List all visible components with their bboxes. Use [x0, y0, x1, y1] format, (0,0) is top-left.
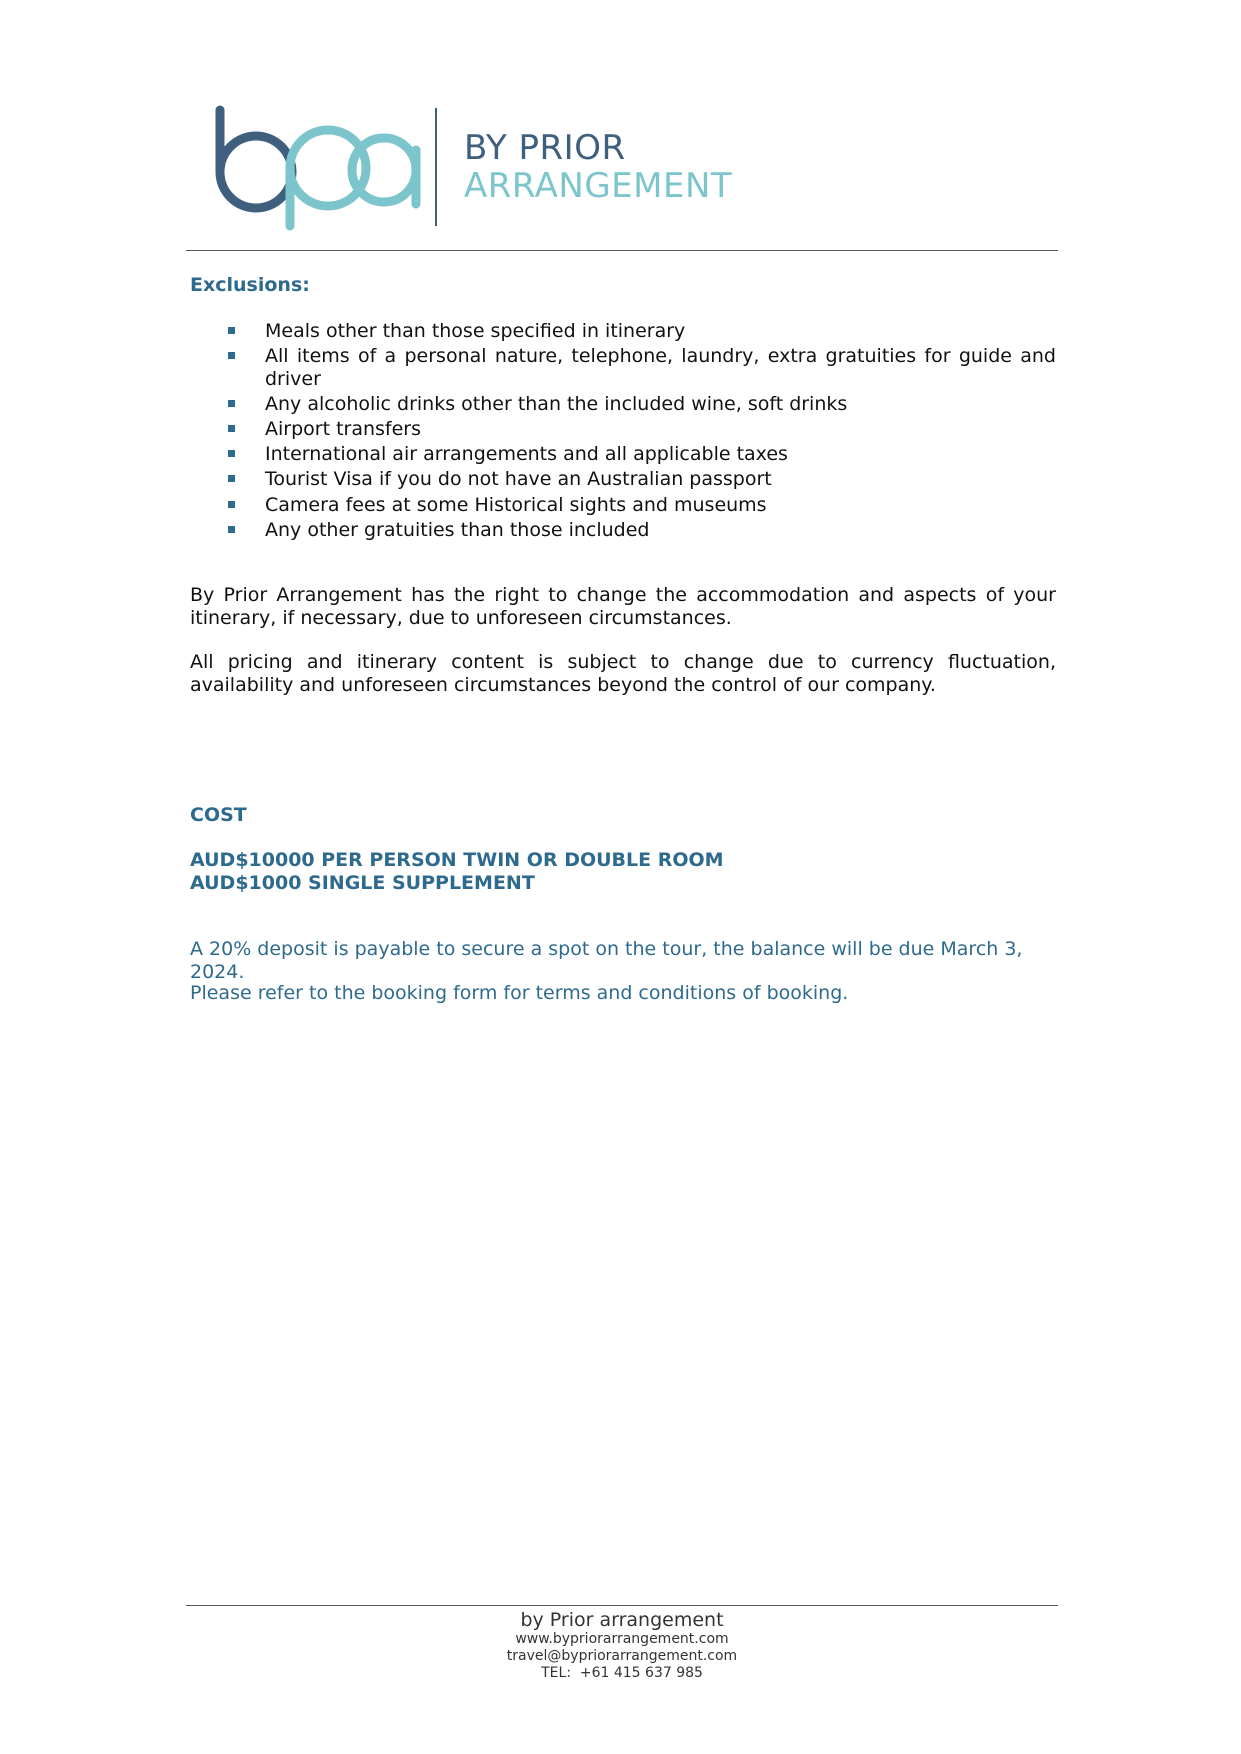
- list-item: Any alcoholic drinks other than the included wine, soft drinks: [190, 393, 1056, 416]
- twin-price: AUD$10000 PER PERSON TWIN OR DOUBLE ROOM: [190, 849, 724, 871]
- square-bullet-icon: [228, 501, 235, 508]
- pricing-paragraph: [190, 651, 1056, 696]
- logo-line-1: BY PRIOR: [464, 128, 626, 168]
- cost-lines: [190, 849, 1056, 894]
- cost-section: [190, 804, 1056, 826]
- square-bullet-icon: [228, 352, 235, 359]
- change-rights-paragraph: [190, 584, 1056, 629]
- square-bullet-icon: [228, 327, 235, 334]
- list-item: Airport transfers: [190, 418, 1056, 441]
- exclusions-heading: Exclusions:: [190, 274, 310, 296]
- square-bullet-icon: [228, 425, 235, 432]
- single-supplement: AUD$1000 SINGLE SUPPLEMENT: [190, 871, 535, 894]
- square-bullet-icon: [228, 400, 235, 407]
- footer-phone: TEL: +61 415 637 985: [541, 1665, 703, 1681]
- square-bullet-icon: [228, 475, 235, 482]
- square-bullet-icon: [228, 526, 235, 533]
- exclusions-section: [190, 274, 1056, 296]
- pricing-text: All pricing and itinerary content is subject to change due to currency fluctuation, availability and unforeseen circumstances beyond the control of our company.: [190, 651, 1056, 696]
- list-item: International air arrangements and all applicable taxes: [190, 443, 1056, 466]
- booking-note: [190, 982, 1056, 1005]
- footer-website: www.bypriorarrangement.com: [515, 1631, 729, 1647]
- logo-line-2: ARRANGEMENT: [464, 166, 733, 206]
- list-item: All items of a personal nature, telephone, laundry, extra gratuities for guide and driver: [190, 345, 1056, 390]
- booking-text: Please refer to the booking form for terms and conditions of booking.: [190, 982, 849, 1004]
- footer-divider: [186, 1605, 1058, 1606]
- square-bullet-icon: [228, 450, 235, 457]
- bpa-logo-mark: [210, 104, 450, 234]
- company-logo: [210, 104, 750, 234]
- cost-heading: COST: [190, 804, 247, 826]
- deposit-text: A 20% deposit is payable to secure a spot on the tour, the balance will be due March 3, 2024.: [190, 938, 1023, 983]
- exclusions-list-container: [190, 320, 1056, 544]
- exclusions-list: [190, 320, 1056, 541]
- list-item: Any other gratuities than those included: [190, 519, 1056, 542]
- header-divider: [186, 250, 1058, 251]
- list-item: Tourist Visa if you do not have an Australian passport: [190, 468, 1056, 491]
- list-item: Meals other than those specified in itinerary: [190, 320, 1056, 343]
- change-rights-text: By Prior Arrangement has the right to change the accommodation and aspects of your itinerary, if necessary, due to unforeseen circumstances.: [190, 584, 1056, 629]
- footer-email: travel@bypriorarrangement.com: [506, 1648, 738, 1664]
- deposit-note: [190, 938, 1056, 983]
- footer-company: by Prior arrangement: [520, 1609, 724, 1631]
- list-item: Camera fees at some Historical sights and museums: [190, 494, 1056, 517]
- footer: [186, 1609, 1058, 1682]
